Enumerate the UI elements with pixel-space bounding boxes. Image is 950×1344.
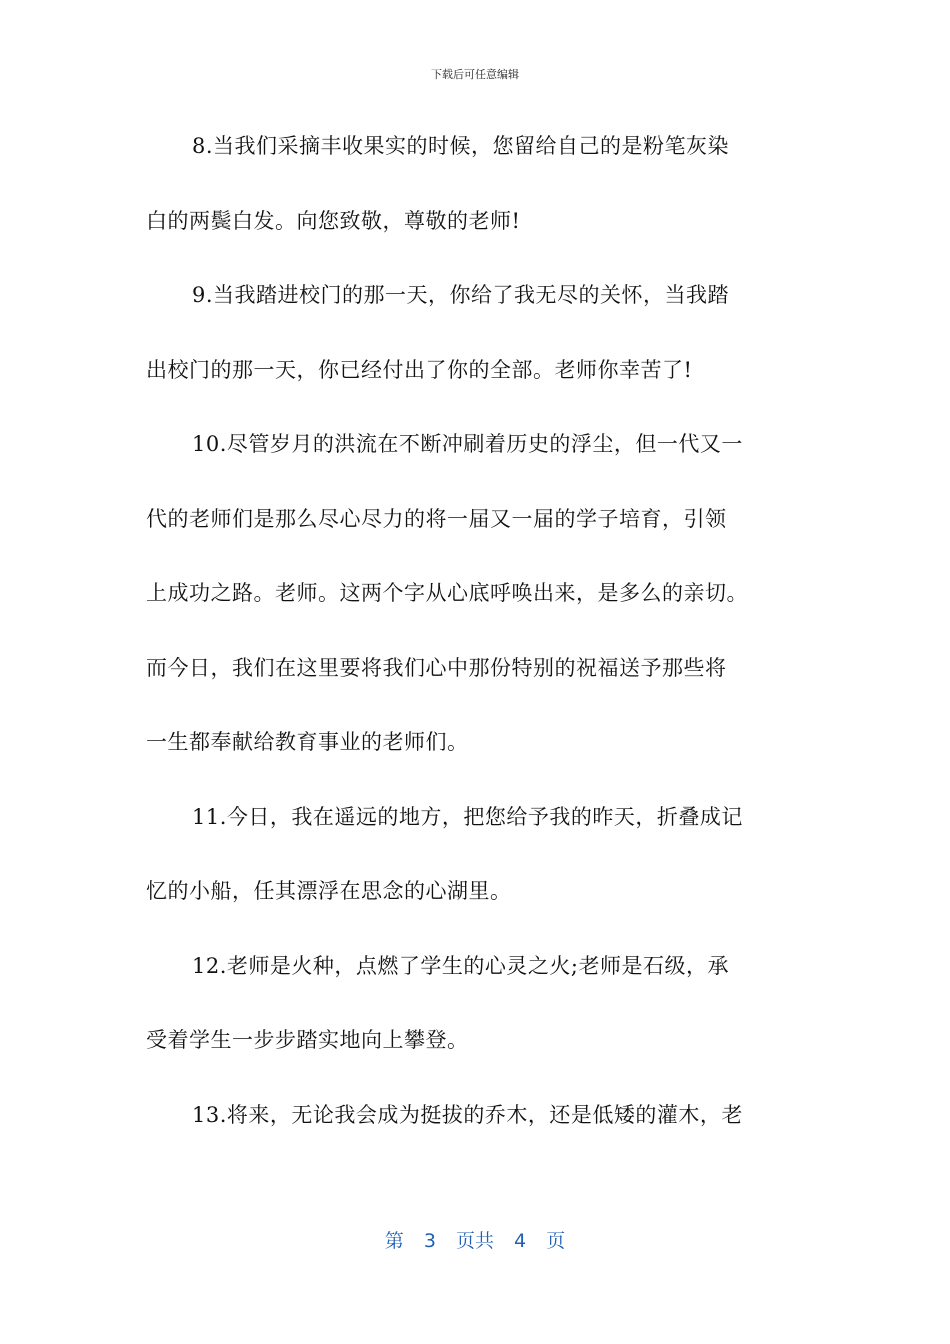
paragraph-line: 上成功之路。老师。这两个字从心底呼唤出来，是多么的亲切。 [146, 581, 748, 605]
paragraph-line: 8.当我们采摘丰收果实的时候，您留给自己的是粉笔灰染 [192, 134, 730, 158]
footer-suffix: 页 [546, 1230, 566, 1252]
footer-prefix: 第 [384, 1230, 404, 1252]
paragraph-line: 一生都奉献给教育事业的老师们。 [146, 730, 469, 754]
total-pages-number: 4 [514, 1230, 527, 1252]
paragraph-line: 13.将来，无论我会成为挺拔的乔木，还是低矮的灌木，老 [192, 1102, 743, 1127]
page-header: 下载后可任意编辑 [431, 68, 519, 81]
page-footer [0, 1226, 950, 1253]
paragraph-line: 11.今日，我在遥远的地方，把您给予我的昨天，折叠成记 [192, 804, 743, 829]
paragraph-line: 代的老师们是那么尽心尽力的将一届又一届的学子培育，引领 [146, 506, 727, 531]
paragraph-line: 而今日，我们在这里要将我们心中那份特别的祝福送予那些将 [146, 655, 727, 680]
current-page-number: 3 [423, 1230, 436, 1252]
body-text [146, 126, 810, 1169]
paragraph-line: 9.当我踏进校门的那一天，你给了我无尽的关怀，当我踏 [192, 283, 730, 307]
footer-middle: 页共 [455, 1230, 494, 1252]
paragraph-line: 10.尽管岁月的洪流在不断冲刷着历史的浮尘，但一代又一 [192, 432, 743, 456]
paragraph-line: 出校门的那一天，你已经付出了你的全部。老师你幸苦了! [146, 357, 693, 382]
paragraph-line: 忆的小船，任其漂浮在思念的心湖里。 [146, 879, 512, 903]
paragraph-line: 白的两鬓白发。向您致敬，尊敬的老师! [146, 208, 521, 233]
paragraph-line: 12.老师是火种，点燃了学生的心灵之火;老师是石级，承 [192, 953, 729, 978]
paragraph-line: 受着学生一步步踏实地向上攀登。 [146, 1028, 469, 1052]
